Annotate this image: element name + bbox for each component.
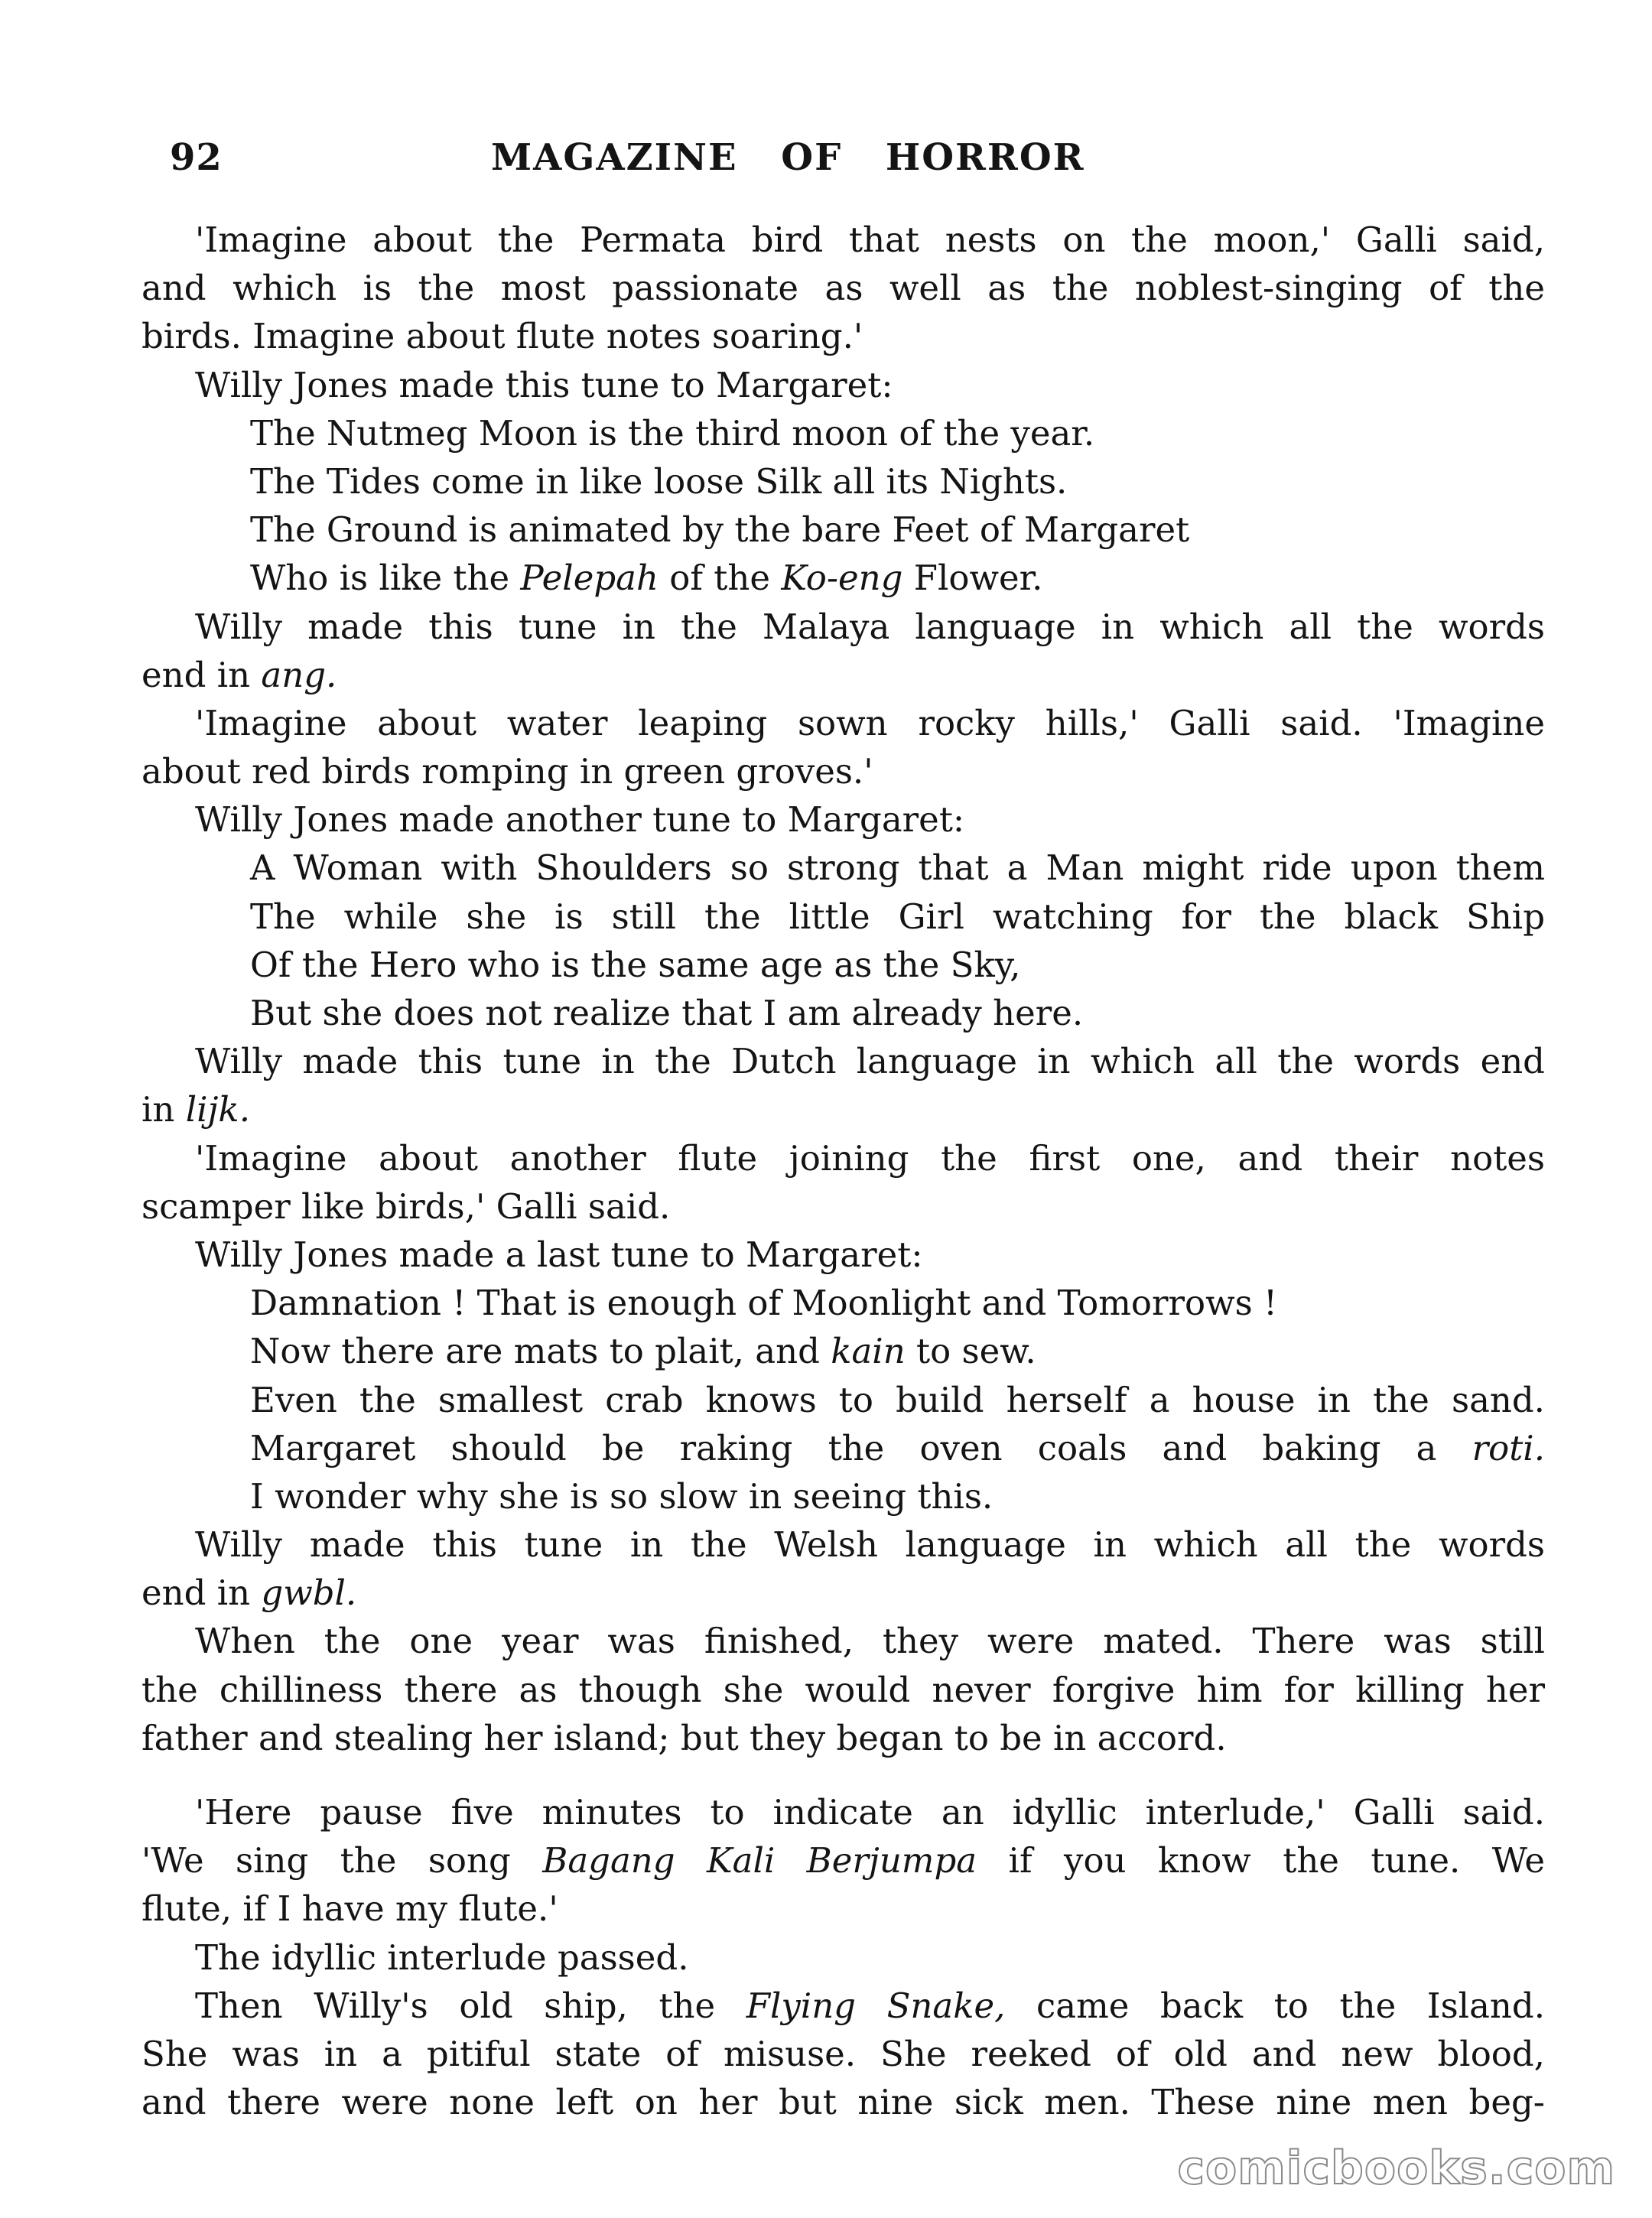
italic-text: Ko-eng: [781, 558, 903, 599]
text-line: 'Imagine about the Permata bird that nests on the moon,' Galli said,: [195, 220, 1545, 260]
text-line: Even the smallest crab knows to build herself a house in the sand.: [250, 1379, 1545, 1420]
italic-text: Bagang Kali Berjumpa: [542, 1840, 977, 1881]
text-span: in: [141, 1089, 186, 1130]
magazine-title: MAGAZINE OF HORROR: [491, 136, 1085, 179]
text-line: [141, 1982, 1545, 2030]
text-line: Willy Jones made another tune to Margaret:: [195, 799, 965, 841]
italic-text: gwbl.: [261, 1572, 357, 1614]
running-header: [170, 136, 1562, 182]
text-line: When the one year was finished, they were mated. There was still: [195, 1621, 1545, 1662]
text-line: The Tides come in like loose Silk all its Nights.: [250, 460, 1068, 502]
text-line: and there were none left on her but nine sick men. These nine men beg-: [141, 2082, 1545, 2123]
text-line: scamper like birds,' Galli said.: [141, 1185, 671, 1227]
text-span: end in: [141, 1572, 262, 1614]
text-line: about red birds romping in green groves.': [141, 751, 873, 792]
italic-text: ang.: [261, 654, 337, 695]
text-line: 'Imagine about water leaping sown rocky hills,' Galli said. 'Imagine: [195, 702, 1545, 743]
text-line: 'Imagine about another flute joining the first one, and their notes: [195, 1137, 1545, 1179]
text-line: Of the Hero who is the same age as the Sky,: [250, 944, 1021, 985]
text-span: to sew.: [905, 1331, 1036, 1372]
text-line: Willy made this tune in the Malaya language in which all the words: [195, 606, 1545, 647]
page-number: 92: [170, 136, 223, 179]
text-span: Flower.: [902, 558, 1043, 599]
text-span: came back to the Island.: [1005, 1985, 1545, 2026]
body-text: [141, 216, 1545, 2126]
text-span: Then Willy's old ship, the: [195, 1985, 746, 2026]
text-line: father and stealing her island; but they began to be in accord.: [141, 1717, 1227, 1758]
text-line: The Ground is animated by the bare Feet of Margaret: [250, 509, 1190, 551]
text-line: But she does not realize that I am already here.: [250, 993, 1084, 1033]
text-span: if you know the tune. We: [977, 1840, 1545, 1881]
text-span: 'We sing the song: [141, 1840, 543, 1881]
text-line: [141, 1424, 1545, 1472]
paragraph-gap: [141, 1762, 1545, 1788]
text-line: [141, 1569, 1545, 1617]
italic-text: lijk.: [185, 1089, 250, 1130]
text-line: [141, 1085, 1545, 1133]
text-line: [141, 1327, 1545, 1375]
text-line: and which is the most passionate as well as the noblest-singing of the: [141, 268, 1545, 309]
text-span: Margaret should be raking the oven coals and baking a: [250, 1427, 1472, 1468]
text-line: birds. Imagine about flute notes soaring.': [141, 316, 863, 357]
text-line: The Nutmeg Moon is the third moon of the year.: [250, 412, 1095, 454]
italic-text: Pelepah: [520, 558, 659, 599]
text-line: The idyllic interlude passed.: [195, 1937, 689, 1978]
text-span: Now there are mats to plait, and: [250, 1331, 831, 1372]
text-line: She was in a pitiful state of misuse. She reeked of old and new blood,: [141, 2033, 1545, 2074]
italic-text: roti.: [1472, 1427, 1545, 1468]
text-line: Damnation ! That is enough of Moonlight and Tomorrows !: [250, 1283, 1278, 1324]
text-line: Willy Jones made a last tune to Margaret:: [195, 1234, 923, 1275]
text-line: [141, 651, 1545, 699]
text-span: of the: [658, 558, 782, 599]
text-line: 'Here pause five minutes to indicate an idyllic interlude,' Galli said.: [195, 1792, 1545, 1833]
text-span: end in: [141, 654, 262, 695]
text-line: Willy made this tune in the Dutch language in which all the words end: [195, 1041, 1545, 1082]
text-line: Willy Jones made this tune to Margaret:: [195, 364, 893, 405]
watermark-logo: comicbooks.com: [1177, 2142, 1615, 2195]
text-span: Who is like the: [250, 558, 521, 599]
italic-text: Flying Snake,: [746, 1985, 1006, 2026]
text-line: A Woman with Shoulders so strong that a Man might ride upon them: [250, 847, 1545, 889]
text-line: flute, if I have my flute.': [141, 1888, 558, 1930]
text-line: The while she is still the little Girl watching for the black Ship: [250, 896, 1545, 937]
text-line: I wonder why she is so slow in seeing this.: [250, 1475, 993, 1517]
italic-text: kain: [831, 1331, 906, 1372]
text-line: [141, 554, 1545, 602]
text-line: [141, 1836, 1545, 1885]
text-line: Willy made this tune in the Welsh language in which all the words: [195, 1524, 1545, 1566]
text-line: the chilliness there as though she would never forgive him for killing her: [141, 1669, 1545, 1710]
